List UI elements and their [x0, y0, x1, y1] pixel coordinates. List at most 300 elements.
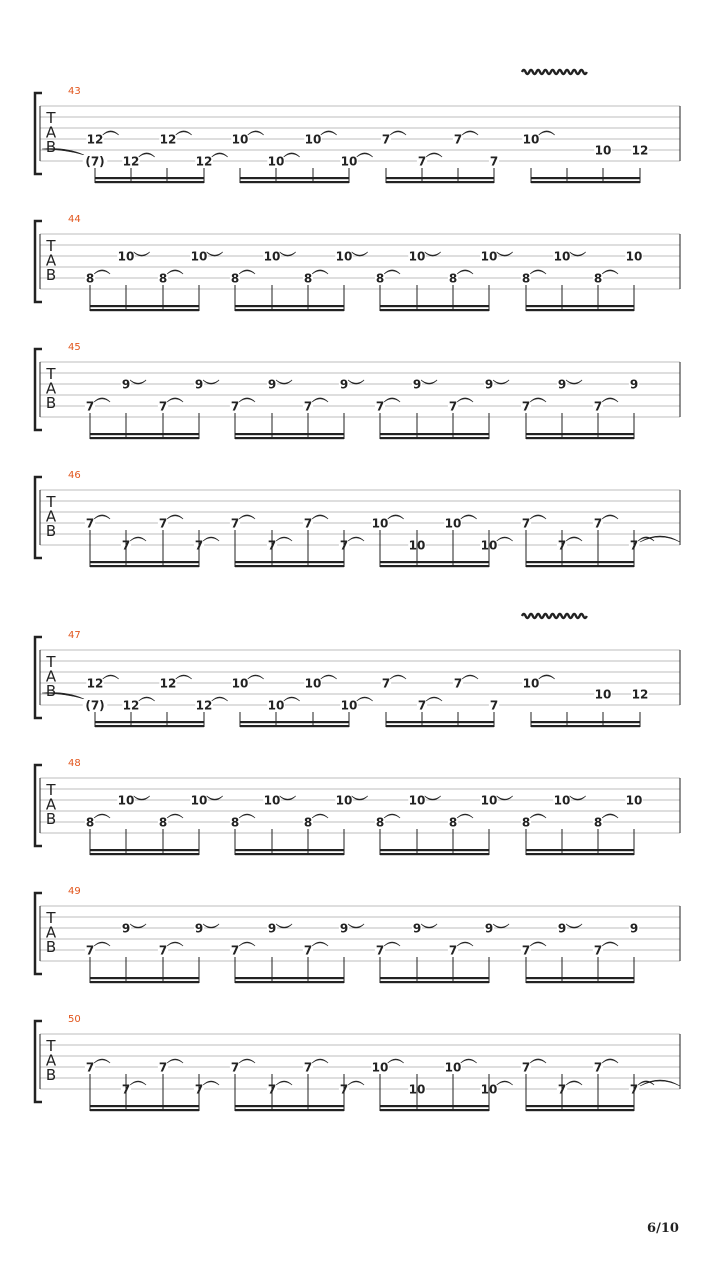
tie-slur — [421, 380, 437, 384]
fret-number: 9 — [629, 921, 639, 936]
tie-slur — [130, 537, 146, 541]
fret-number: 10 — [267, 154, 285, 169]
tie-slur — [130, 380, 146, 384]
tab-clef-letter: A — [45, 795, 57, 814]
beam — [526, 565, 634, 567]
beam — [90, 561, 199, 563]
fret-number: 7 — [593, 516, 603, 531]
tie-slur — [461, 1059, 477, 1063]
tie-slur — [239, 270, 255, 274]
tie-slur — [276, 537, 292, 541]
tie-slur — [384, 942, 400, 946]
fret-number: 12 — [86, 676, 104, 691]
beam — [235, 433, 344, 435]
beam — [380, 981, 489, 983]
fret-number: 7 — [303, 1060, 313, 1075]
beam — [380, 849, 489, 851]
fret-number: 8 — [85, 271, 95, 286]
beam — [95, 725, 204, 727]
tie-slur — [207, 252, 223, 256]
tab-clef-letter: B — [45, 266, 57, 284]
fret-number: 10 — [335, 249, 353, 264]
fret-number: 8 — [303, 271, 313, 286]
tie-slur — [530, 1059, 546, 1063]
tie-slur — [248, 675, 264, 679]
fret-number: 7 — [230, 1060, 240, 1075]
tie-slur — [390, 675, 406, 679]
tie-slur — [203, 380, 219, 384]
fret-number: 7 — [303, 399, 313, 414]
fret-number: 10 — [190, 793, 208, 808]
beam — [235, 309, 344, 311]
tie-slur — [280, 796, 296, 800]
tie-slur — [239, 398, 255, 402]
fret-number: 7 — [453, 676, 463, 691]
tie-slur — [602, 515, 618, 519]
fret-number: 8 — [158, 815, 168, 830]
fret-number: 9 — [194, 921, 204, 936]
tie-slur — [276, 380, 292, 384]
fret-number: 7 — [158, 516, 168, 531]
tie-slur — [167, 942, 183, 946]
tie-slur — [103, 131, 119, 135]
tie-slur — [462, 131, 478, 135]
fret-number: 10 — [371, 1060, 389, 1075]
beam — [526, 561, 634, 563]
beam — [526, 1109, 634, 1111]
vibrato-mark — [522, 70, 587, 74]
beam — [235, 981, 344, 983]
beam — [386, 721, 494, 723]
fret-number: 12 — [631, 143, 649, 158]
beam — [240, 725, 349, 727]
fret-number: 7 — [85, 943, 95, 958]
tie-slur — [212, 153, 228, 157]
fret-number: 9 — [629, 377, 639, 392]
beam — [240, 721, 349, 723]
tie-slur — [103, 675, 119, 679]
tab-clef-letter: T — [46, 365, 56, 383]
tie-slur — [176, 131, 192, 135]
fret-number: 12 — [631, 687, 649, 702]
fret-number: (7) — [85, 154, 105, 169]
fret-number: 10 — [408, 538, 426, 553]
tie-slur — [570, 252, 586, 256]
beam — [235, 1109, 344, 1111]
fret-number: 10 — [190, 249, 208, 264]
fret-number: 8 — [593, 271, 603, 286]
tie-slur — [348, 537, 364, 541]
beam — [240, 177, 349, 179]
fret-number: 10 — [408, 249, 426, 264]
fret-number: 7 — [593, 399, 603, 414]
tab-clef-letter: A — [45, 123, 57, 142]
tab-system — [35, 342, 680, 439]
fret-number: 10 — [335, 793, 353, 808]
fret-number: 7 — [230, 516, 240, 531]
tab-clef-letter: A — [45, 1051, 57, 1070]
fret-number: 7 — [381, 676, 391, 691]
tie-slur — [94, 942, 110, 946]
tie-slur — [530, 398, 546, 402]
tab-clef-letter: T — [46, 493, 56, 511]
tie-slur — [94, 270, 110, 274]
tie-slur — [312, 515, 328, 519]
fret-number: 9 — [267, 377, 277, 392]
tie-slur — [390, 131, 406, 135]
tab-system — [35, 1014, 680, 1111]
tie-slur — [203, 1081, 219, 1085]
measure-number: 47 — [68, 630, 81, 641]
beam — [380, 561, 489, 563]
beam — [90, 981, 199, 983]
tab-clef-letter: B — [45, 938, 57, 956]
beam — [380, 565, 489, 567]
fret-number: 8 — [521, 815, 531, 830]
fret-number: 10 — [340, 154, 358, 169]
tab-clef-letter: A — [45, 667, 57, 686]
fret-number: 7 — [557, 538, 567, 553]
tie-slur — [457, 270, 473, 274]
tie-slur — [357, 697, 373, 701]
fret-number: 10 — [304, 132, 322, 147]
system-bracket — [35, 637, 42, 718]
system-bracket — [35, 477, 42, 558]
system-bracket — [35, 765, 42, 846]
tie-slur — [212, 697, 228, 701]
fret-number: 8 — [448, 815, 458, 830]
tie-slur — [388, 515, 404, 519]
beam — [90, 849, 199, 851]
beam — [526, 977, 634, 979]
fret-number: 7 — [158, 1060, 168, 1075]
tie-slur — [457, 398, 473, 402]
tie-slur — [239, 515, 255, 519]
fret-number: 10 — [480, 249, 498, 264]
measure-number: 49 — [68, 886, 81, 897]
tie-slur — [284, 153, 300, 157]
fret-number: 7 — [230, 399, 240, 414]
measure-number: 48 — [68, 758, 81, 769]
fret-number: 8 — [375, 815, 385, 830]
measure-number: 43 — [68, 86, 81, 97]
tie-slur — [94, 398, 110, 402]
beam — [90, 565, 199, 567]
fret-number: 8 — [375, 271, 385, 286]
fret-number: 7 — [85, 1060, 95, 1075]
fret-number: 9 — [484, 377, 494, 392]
fret-number: 7 — [381, 132, 391, 147]
beam — [531, 177, 640, 179]
fret-number: 7 — [375, 399, 385, 414]
fret-number: 12 — [195, 698, 213, 713]
fret-number: 10 — [408, 1082, 426, 1097]
fret-number: 10 — [553, 793, 571, 808]
fret-number: 7 — [417, 154, 427, 169]
fret-number: 9 — [121, 921, 131, 936]
fret-number: 7 — [267, 538, 277, 553]
tie-slur — [602, 398, 618, 402]
tie-slur — [284, 697, 300, 701]
fret-number: 9 — [412, 921, 422, 936]
beam — [386, 177, 494, 179]
fret-number: 10 — [594, 143, 612, 158]
fret-number: 7 — [448, 399, 458, 414]
fret-number: 9 — [339, 921, 349, 936]
fret-number: 8 — [593, 815, 603, 830]
beam — [380, 1109, 489, 1111]
tie-slur — [566, 380, 582, 384]
fret-number: 7 — [521, 1060, 531, 1075]
system-bracket — [35, 93, 42, 174]
fret-number: 10 — [267, 698, 285, 713]
tie-slur — [130, 924, 146, 928]
tie-slur — [530, 515, 546, 519]
tie-slur — [203, 537, 219, 541]
beam — [531, 725, 640, 727]
tab-clef-letter: B — [45, 682, 57, 700]
tab-clef-letter: B — [45, 138, 57, 156]
tie-slur — [497, 252, 513, 256]
fret-number: 10 — [117, 793, 135, 808]
tab-system — [35, 886, 680, 983]
fret-number: 10 — [553, 249, 571, 264]
tie-slur — [566, 537, 582, 541]
tie-slur — [312, 1059, 328, 1063]
beam — [531, 181, 640, 183]
fret-number: 10 — [231, 132, 249, 147]
tie-slur — [421, 924, 437, 928]
measure-number: 50 — [68, 1014, 81, 1025]
fret-number: 7 — [339, 1082, 349, 1097]
fret-number: 8 — [521, 271, 531, 286]
fret-number: 9 — [267, 921, 277, 936]
beam — [526, 305, 634, 307]
tab-clef-letter: T — [46, 653, 56, 671]
measure-number: 46 — [68, 470, 81, 481]
beam — [95, 181, 204, 183]
fret-number: 10 — [231, 676, 249, 691]
tie-slur — [139, 697, 155, 701]
tie-slur — [530, 270, 546, 274]
page-number: 6/10 — [647, 1221, 679, 1236]
tie-slur — [602, 814, 618, 818]
fret-number: 12 — [195, 154, 213, 169]
fret-number: 10 — [263, 249, 281, 264]
fret-number: 7 — [453, 132, 463, 147]
tie-slur — [139, 153, 155, 157]
fret-number: 7 — [121, 538, 131, 553]
beam — [386, 181, 494, 183]
fret-number: 10 — [117, 249, 135, 264]
fret-number: 12 — [122, 154, 140, 169]
tie-slur — [207, 796, 223, 800]
fret-number: 8 — [230, 815, 240, 830]
fret-number: 7 — [194, 538, 204, 553]
beam — [526, 849, 634, 851]
fret-number: 9 — [557, 377, 567, 392]
system-bracket — [35, 221, 42, 302]
fret-number: 10 — [444, 1060, 462, 1075]
beam — [526, 437, 634, 439]
tab-system — [35, 758, 680, 855]
tab-clef-letter: B — [45, 394, 57, 412]
fret-number: 7 — [557, 1082, 567, 1097]
tie-slur — [602, 1059, 618, 1063]
tie-slur — [167, 398, 183, 402]
tie-slur — [566, 924, 582, 928]
measure-number: 45 — [68, 342, 81, 353]
tab-clef-letter: T — [46, 1037, 56, 1055]
fret-number: 7 — [375, 943, 385, 958]
tab-clef-letter: T — [46, 237, 56, 255]
tie-slur — [457, 814, 473, 818]
tie-slur — [384, 270, 400, 274]
fret-number: (7) — [85, 698, 105, 713]
beam — [526, 309, 634, 311]
tab-clef-letter: A — [45, 923, 57, 942]
beam — [380, 433, 489, 435]
fret-number: 8 — [230, 271, 240, 286]
tie-slur — [530, 814, 546, 818]
tie-slur — [570, 796, 586, 800]
tie-slur — [530, 942, 546, 946]
fret-number: 7 — [303, 516, 313, 531]
tie-slur — [239, 1059, 255, 1063]
fret-number: 9 — [484, 921, 494, 936]
fret-number: 10 — [480, 1082, 498, 1097]
tab-clef-letter: T — [46, 909, 56, 927]
fret-number: 8 — [448, 271, 458, 286]
fret-number: 10 — [371, 516, 389, 531]
fret-number: 9 — [557, 921, 567, 936]
tie-slur — [384, 398, 400, 402]
fret-number: 10 — [408, 793, 426, 808]
tie-slur — [539, 131, 555, 135]
beam — [235, 849, 344, 851]
fret-number: 8 — [158, 271, 168, 286]
beam — [90, 437, 199, 439]
tab-system — [35, 614, 680, 727]
fret-number: 10 — [304, 676, 322, 691]
tab-clef-letter: T — [46, 109, 56, 127]
fret-number: 7 — [339, 538, 349, 553]
tie-slur — [462, 675, 478, 679]
tie-slur — [280, 252, 296, 256]
fret-number: 10 — [480, 793, 498, 808]
fret-number: 10 — [480, 538, 498, 553]
fret-number: 10 — [340, 698, 358, 713]
fret-number: 10 — [625, 793, 643, 808]
beam — [90, 305, 199, 307]
fret-number: 7 — [158, 399, 168, 414]
tie-slur — [239, 814, 255, 818]
tab-clef-letter: T — [46, 781, 56, 799]
tie-slur — [425, 252, 441, 256]
tie-slur — [312, 398, 328, 402]
fret-number: 7 — [489, 698, 499, 713]
beam — [90, 309, 199, 311]
tie-slur — [493, 380, 509, 384]
fret-number: 7 — [158, 943, 168, 958]
tie-slur — [602, 270, 618, 274]
fret-number: 9 — [339, 377, 349, 392]
tab-clef-letter: B — [45, 810, 57, 828]
beam — [526, 433, 634, 435]
beam — [526, 1105, 634, 1107]
tie-slur — [167, 1059, 183, 1063]
beam — [380, 437, 489, 439]
tie-slur — [94, 1059, 110, 1063]
tab-clef-letter: A — [45, 507, 57, 526]
tie-slur — [384, 814, 400, 818]
fret-number: 10 — [444, 516, 462, 531]
tab-system — [35, 214, 680, 311]
beam — [90, 853, 199, 855]
beam — [95, 721, 204, 723]
fret-number: 7 — [489, 154, 499, 169]
tab-clef-letter: A — [45, 251, 57, 270]
fret-number: 7 — [629, 1082, 639, 1097]
tie-slur — [94, 814, 110, 818]
tie-slur — [312, 270, 328, 274]
tie-slur — [130, 1081, 146, 1085]
tab-clef-letter: A — [45, 379, 57, 398]
fret-number: 7 — [417, 698, 427, 713]
fret-number: 8 — [303, 815, 313, 830]
fret-number: 7 — [448, 943, 458, 958]
fret-number: 9 — [412, 377, 422, 392]
tie-slur — [239, 942, 255, 946]
beam — [90, 1109, 199, 1111]
fret-number: 7 — [521, 399, 531, 414]
tie-slur — [94, 515, 110, 519]
fret-number: 12 — [159, 132, 177, 147]
tab-system — [35, 470, 680, 567]
tie-slur — [425, 796, 441, 800]
fret-number: 7 — [230, 943, 240, 958]
fret-number: 7 — [521, 516, 531, 531]
beam — [386, 725, 494, 727]
beam — [380, 853, 489, 855]
tie-slur — [134, 796, 150, 800]
beam — [235, 561, 344, 563]
fret-number: 7 — [194, 1082, 204, 1097]
tie-slur — [167, 814, 183, 818]
tie-slur — [497, 796, 513, 800]
beam — [235, 565, 344, 567]
fret-number: 10 — [522, 132, 540, 147]
fret-number: 7 — [521, 943, 531, 958]
system-bracket — [35, 893, 42, 974]
tie-slur — [352, 252, 368, 256]
fret-number: 7 — [121, 1082, 131, 1097]
measure-number: 44 — [68, 214, 81, 225]
fret-number: 10 — [594, 687, 612, 702]
tie-slur — [134, 252, 150, 256]
fret-number: 9 — [194, 377, 204, 392]
fret-number: 12 — [159, 676, 177, 691]
tie-slur — [321, 131, 337, 135]
beam — [90, 977, 199, 979]
beam — [380, 1105, 489, 1107]
beam — [90, 1105, 199, 1107]
tie-slur — [539, 675, 555, 679]
tie-slur — [248, 131, 264, 135]
beam — [235, 977, 344, 979]
tie-slur — [321, 675, 337, 679]
tie-slur — [388, 1059, 404, 1063]
